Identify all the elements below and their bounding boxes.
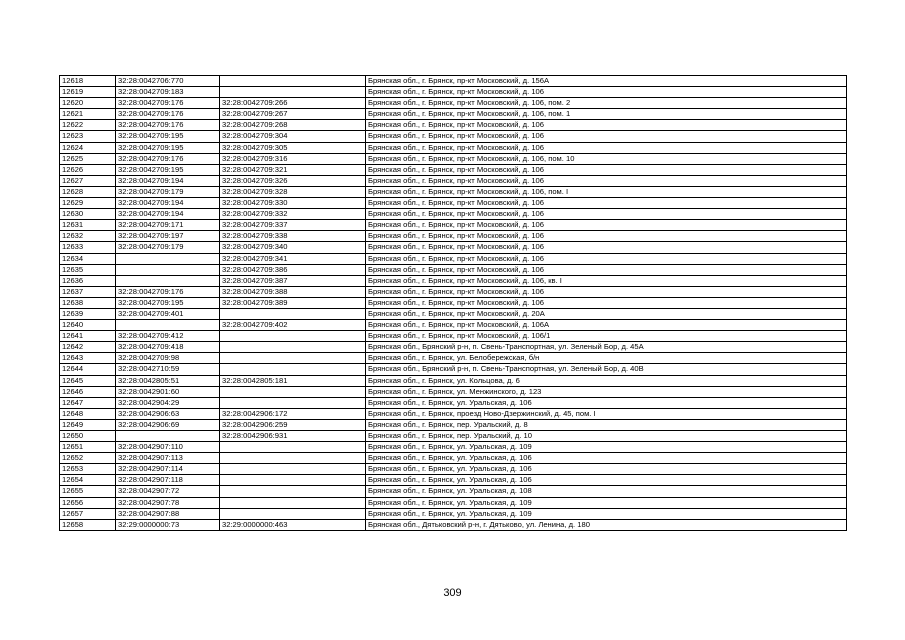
row-number-cell: 12654 <box>60 475 116 486</box>
row-number-cell: 12648 <box>60 408 116 419</box>
cadastral-number-cell: 32:28:0042805:51 <box>116 375 220 386</box>
cadastral-number-cell: 32:28:0042709:418 <box>116 342 220 353</box>
address-cell: Брянская обл., г. Брянск, пр-кт Московский, д. 106 <box>366 142 847 153</box>
address-cell: Брянская обл., г. Брянск, пр-кт Московский, д. 106 <box>366 220 847 231</box>
table-row <box>60 508 847 519</box>
related-cadastral-number-cell: 32:28:0042805:181 <box>220 375 366 386</box>
address-cell: Брянская обл., г. Брянск, пр-кт Московский, д. 106 <box>366 120 847 131</box>
cadastral-number-cell: 32:28:0042709:195 <box>116 164 220 175</box>
cadastral-number-cell: 32:28:0042709:195 <box>116 142 220 153</box>
address-cell: Брянская обл., г. Брянск, ул. Уральская, д. 106 <box>366 397 847 408</box>
related-cadastral-number-cell <box>220 397 366 408</box>
row-number-cell: 12653 <box>60 464 116 475</box>
cadastral-number-cell: 32:28:0042907:78 <box>116 497 220 508</box>
address-cell: Брянская обл., г. Брянск, пр-кт Московский, д. 106А <box>366 320 847 331</box>
table-row <box>60 308 847 319</box>
row-number-cell: 12645 <box>60 375 116 386</box>
table-row <box>60 408 847 419</box>
table-row <box>60 297 847 308</box>
row-number-cell: 12622 <box>60 120 116 131</box>
cadastral-number-cell: 32:28:0042709:171 <box>116 220 220 231</box>
cadastral-number-cell: 32:28:0042904:29 <box>116 397 220 408</box>
address-cell: Брянская обл., г. Брянск, пр-кт Московский, д. 106 <box>366 87 847 98</box>
cadastral-number-cell: 32:28:0042709:195 <box>116 131 220 142</box>
cadastral-number-cell: 32:28:0042906:69 <box>116 419 220 430</box>
related-cadastral-number-cell <box>220 442 366 453</box>
cadastral-number-cell: 32:29:0000000:73 <box>116 519 220 530</box>
address-cell: Брянская обл., г. Брянск, пр-кт Московский, д. 20А <box>366 308 847 319</box>
row-number-cell: 12635 <box>60 264 116 275</box>
related-cadastral-number-cell <box>220 486 366 497</box>
table-row <box>60 464 847 475</box>
row-number-cell: 12636 <box>60 275 116 286</box>
related-cadastral-number-cell: 32:28:0042709:330 <box>220 198 366 209</box>
address-cell: Брянская обл., г. Брянск, пр-кт Московский, д. 106 <box>366 175 847 186</box>
cadastral-number-cell: 32:28:0042709:176 <box>116 153 220 164</box>
cadastral-number-cell: 32:28:0042709:176 <box>116 98 220 109</box>
address-cell: Брянская обл., г. Брянск, пр-кт Московский, д. 106, кв. I <box>366 275 847 286</box>
related-cadastral-number-cell <box>220 342 366 353</box>
cadastral-number-cell: 32:28:0042709:412 <box>116 331 220 342</box>
table-row <box>60 242 847 253</box>
table-row <box>60 397 847 408</box>
table-row <box>60 486 847 497</box>
row-number-cell: 12656 <box>60 497 116 508</box>
cadastral-number-cell <box>116 431 220 442</box>
cadastral-number-cell: 32:28:0042710:59 <box>116 364 220 375</box>
address-cell: Брянская обл., Брянский р-н, п. Свень-Транспортная, ул. Зеленый Бор, д. 40В <box>366 364 847 375</box>
address-cell: Брянская обл., г. Брянск, ул. Уральская, д. 106 <box>366 464 847 475</box>
table-row <box>60 220 847 231</box>
table-row <box>60 109 847 120</box>
cadastral-number-cell: 32:28:0042907:88 <box>116 508 220 519</box>
related-cadastral-number-cell <box>220 308 366 319</box>
row-number-cell: 12632 <box>60 231 116 242</box>
related-cadastral-number-cell <box>220 497 366 508</box>
row-number-cell: 12619 <box>60 87 116 98</box>
table-row <box>60 275 847 286</box>
row-number-cell: 12620 <box>60 98 116 109</box>
related-cadastral-number-cell: 32:28:0042709:305 <box>220 142 366 153</box>
row-number-cell: 12657 <box>60 508 116 519</box>
related-cadastral-number-cell <box>220 475 366 486</box>
table-row <box>60 87 847 98</box>
address-cell: Брянская обл., г. Брянск, пр-кт Московский, д. 156А <box>366 76 847 87</box>
address-cell: Брянская обл., г. Брянск, ул. Уральская, д. 106 <box>366 475 847 486</box>
cadastral-number-cell: 32:28:0042709:179 <box>116 242 220 253</box>
cadastral-number-cell: 32:28:0042709:401 <box>116 308 220 319</box>
cadastral-number-cell: 32:28:0042709:197 <box>116 231 220 242</box>
row-number-cell: 12642 <box>60 342 116 353</box>
address-cell: Брянская обл., г. Брянск, пр-кт Московский, д. 106, пом. I <box>366 186 847 197</box>
cadastral-number-cell: 32:28:0042907:118 <box>116 475 220 486</box>
row-number-cell: 12649 <box>60 419 116 430</box>
address-cell: Брянская обл., г. Брянск, пр-кт Московский, д. 106 <box>366 264 847 275</box>
related-cadastral-number-cell: 32:28:0042906:931 <box>220 431 366 442</box>
address-cell: Брянская обл., г. Брянск, пр-кт Московский, д. 106, пом. 1 <box>366 109 847 120</box>
cadastral-number-cell: 32:28:0042907:114 <box>116 464 220 475</box>
related-cadastral-number-cell <box>220 453 366 464</box>
table-row <box>60 453 847 464</box>
address-cell: Брянская обл., г. Брянск, ул. Белобережская, б/н <box>366 353 847 364</box>
related-cadastral-number-cell: 32:28:0042709:326 <box>220 175 366 186</box>
cadastral-number-cell: 32:28:0042906:63 <box>116 408 220 419</box>
cadastral-number-cell: 32:28:0042907:110 <box>116 442 220 453</box>
table-row <box>60 231 847 242</box>
address-cell: Брянская обл., г. Брянск, пер. Уральский, д. 8 <box>366 419 847 430</box>
table-row <box>60 76 847 87</box>
row-number-cell: 12638 <box>60 297 116 308</box>
address-cell: Брянская обл., г. Брянск, пр-кт Московский, д. 106, пом. 2 <box>366 98 847 109</box>
cadastral-number-cell <box>116 275 220 286</box>
cadastral-number-cell: 32:28:0042709:98 <box>116 353 220 364</box>
address-cell: Брянская обл., г. Брянск, проезд Ново-Дзержинский, д. 45, пом. I <box>366 408 847 419</box>
address-cell: Брянская обл., г. Брянск, ул. Уральская, д. 109 <box>366 442 847 453</box>
related-cadastral-number-cell: 32:28:0042709:387 <box>220 275 366 286</box>
cadastral-number-cell: 32:28:0042907:72 <box>116 486 220 497</box>
row-number-cell: 12634 <box>60 253 116 264</box>
table-row <box>60 419 847 430</box>
related-cadastral-number-cell <box>220 364 366 375</box>
table-row <box>60 497 847 508</box>
address-cell: Брянская обл., г. Брянск, ул. Менжинского, д. 123 <box>366 386 847 397</box>
cadastral-number-cell <box>116 253 220 264</box>
related-cadastral-number-cell: 32:28:0042709:389 <box>220 297 366 308</box>
row-number-cell: 12633 <box>60 242 116 253</box>
related-cadastral-number-cell: 32:28:0042709:321 <box>220 164 366 175</box>
row-number-cell: 12652 <box>60 453 116 464</box>
address-cell: Брянская обл., г. Брянск, ул. Уральская, д. 108 <box>366 486 847 497</box>
table-row <box>60 175 847 186</box>
row-number-cell: 12647 <box>60 397 116 408</box>
address-cell: Брянская обл., г. Брянск, пр-кт Московский, д. 106 <box>366 297 847 308</box>
cadastral-number-cell: 32:28:0042709:194 <box>116 209 220 220</box>
address-cell: Брянская обл., г. Брянск, ул. Уральская, д. 106 <box>366 453 847 464</box>
row-number-cell: 12644 <box>60 364 116 375</box>
cadastral-number-cell: 32:28:0042709:176 <box>116 286 220 297</box>
related-cadastral-number-cell: 32:28:0042709:304 <box>220 131 366 142</box>
row-number-cell: 12641 <box>60 331 116 342</box>
related-cadastral-number-cell <box>220 386 366 397</box>
address-cell: Брянская обл., г. Брянск, пр-кт Московский, д. 106 <box>366 198 847 209</box>
cadastral-number-cell: 32:28:0042709:195 <box>116 297 220 308</box>
table-row <box>60 209 847 220</box>
table-row <box>60 442 847 453</box>
address-cell: Брянская обл., Брянский р-н, п. Свень-Транспортная, ул. Зеленый Бор, д. 45А <box>366 342 847 353</box>
row-number-cell: 12646 <box>60 386 116 397</box>
related-cadastral-number-cell <box>220 508 366 519</box>
row-number-cell: 12629 <box>60 198 116 209</box>
row-number-cell: 12621 <box>60 109 116 120</box>
row-number-cell: 12625 <box>60 153 116 164</box>
address-cell: Брянская обл., г. Брянск, пр-кт Московский, д. 106 <box>366 209 847 220</box>
table-row <box>60 331 847 342</box>
address-cell: Брянская обл., г. Брянск, пр-кт Московский, д. 106, пом. 10 <box>366 153 847 164</box>
related-cadastral-number-cell: 32:28:0042709:266 <box>220 98 366 109</box>
related-cadastral-number-cell: 32:28:0042906:259 <box>220 419 366 430</box>
table-row <box>60 186 847 197</box>
table-row <box>60 375 847 386</box>
registry-table <box>59 75 847 531</box>
table-row <box>60 364 847 375</box>
table-row <box>60 98 847 109</box>
row-number-cell: 12627 <box>60 175 116 186</box>
related-cadastral-number-cell: 32:28:0042709:402 <box>220 320 366 331</box>
table-row <box>60 142 847 153</box>
cadastral-number-cell: 32:28:0042709:176 <box>116 120 220 131</box>
table-row <box>60 320 847 331</box>
row-number-cell: 12643 <box>60 353 116 364</box>
address-cell: Брянская обл., г. Брянск, пр-кт Московский, д. 106 <box>366 242 847 253</box>
related-cadastral-number-cell <box>220 87 366 98</box>
cadastral-number-cell: 32:28:0042907:113 <box>116 453 220 464</box>
table-row <box>60 153 847 164</box>
row-number-cell: 12618 <box>60 76 116 87</box>
row-number-cell: 12637 <box>60 286 116 297</box>
page-number: 309 <box>443 587 462 599</box>
table-row <box>60 264 847 275</box>
related-cadastral-number-cell: 32:28:0042709:338 <box>220 231 366 242</box>
related-cadastral-number-cell: 32:29:0000000:463 <box>220 519 366 530</box>
related-cadastral-number-cell: 32:28:0042709:341 <box>220 253 366 264</box>
row-number-cell: 12658 <box>60 519 116 530</box>
related-cadastral-number-cell: 32:28:0042709:388 <box>220 286 366 297</box>
row-number-cell: 12630 <box>60 209 116 220</box>
cadastral-number-cell: 32:28:0042709:176 <box>116 109 220 120</box>
address-cell: Брянская обл., г. Брянск, пр-кт Московский, д. 106 <box>366 131 847 142</box>
address-cell: Брянская обл., г. Брянск, пр-кт Московский, д. 106/1 <box>366 331 847 342</box>
address-cell: Брянская обл., г. Брянск, ул. Уральская, д. 109 <box>366 497 847 508</box>
table-row <box>60 353 847 364</box>
address-cell: Брянская обл., г. Брянск, ул. Кольцова, д. 6 <box>366 375 847 386</box>
row-number-cell: 12650 <box>60 431 116 442</box>
related-cadastral-number-cell: 32:28:0042709:267 <box>220 109 366 120</box>
cadastral-number-cell <box>116 320 220 331</box>
cadastral-number-cell: 32:28:0042709:183 <box>116 87 220 98</box>
table-row <box>60 386 847 397</box>
table-row <box>60 198 847 209</box>
address-cell: Брянская обл., г. Брянск, пр-кт Московский, д. 106 <box>366 286 847 297</box>
related-cadastral-number-cell <box>220 464 366 475</box>
row-number-cell: 12628 <box>60 186 116 197</box>
cadastral-number-cell: 32:28:0042709:194 <box>116 198 220 209</box>
row-number-cell: 12631 <box>60 220 116 231</box>
table-row <box>60 431 847 442</box>
address-cell: Брянская обл., г. Брянск, пр-кт Московский, д. 106 <box>366 253 847 264</box>
table-row <box>60 253 847 264</box>
row-number-cell: 12640 <box>60 320 116 331</box>
cadastral-number-cell <box>116 264 220 275</box>
related-cadastral-number-cell <box>220 76 366 87</box>
address-cell: Брянская обл., г. Брянск, пр-кт Московский, д. 106 <box>366 164 847 175</box>
registry-table-body <box>60 76 847 531</box>
table-row <box>60 342 847 353</box>
related-cadastral-number-cell: 32:28:0042709:268 <box>220 120 366 131</box>
row-number-cell: 12623 <box>60 131 116 142</box>
cadastral-number-cell: 32:28:0042709:179 <box>116 186 220 197</box>
address-cell: Брянская обл., г. Брянск, пер. Уральский, д. 10 <box>366 431 847 442</box>
related-cadastral-number-cell: 32:28:0042709:340 <box>220 242 366 253</box>
table-row <box>60 164 847 175</box>
row-number-cell: 12655 <box>60 486 116 497</box>
row-number-cell: 12651 <box>60 442 116 453</box>
related-cadastral-number-cell: 32:28:0042906:172 <box>220 408 366 419</box>
table-row <box>60 120 847 131</box>
related-cadastral-number-cell: 32:28:0042709:328 <box>220 186 366 197</box>
address-cell: Брянская обл., г. Брянск, ул. Уральская, д. 109 <box>366 508 847 519</box>
table-row <box>60 475 847 486</box>
row-number-cell: 12624 <box>60 142 116 153</box>
table-row <box>60 519 847 530</box>
cadastral-number-cell: 32:28:0042901:60 <box>116 386 220 397</box>
cadastral-number-cell: 32:28:0042706:770 <box>116 76 220 87</box>
address-cell: Брянская обл., г. Брянск, пр-кт Московский, д. 106 <box>366 231 847 242</box>
cadastral-number-cell: 32:28:0042709:194 <box>116 175 220 186</box>
related-cadastral-number-cell: 32:28:0042709:316 <box>220 153 366 164</box>
table-row <box>60 286 847 297</box>
related-cadastral-number-cell: 32:28:0042709:386 <box>220 264 366 275</box>
row-number-cell: 12639 <box>60 308 116 319</box>
related-cadastral-number-cell <box>220 353 366 364</box>
table-row <box>60 131 847 142</box>
related-cadastral-number-cell: 32:28:0042709:332 <box>220 209 366 220</box>
row-number-cell: 12626 <box>60 164 116 175</box>
related-cadastral-number-cell <box>220 331 366 342</box>
address-cell: Брянская обл., Дятьковский р-н, г. Дятьково, ул. Ленина, д. 180 <box>366 519 847 530</box>
related-cadastral-number-cell: 32:28:0042709:337 <box>220 220 366 231</box>
